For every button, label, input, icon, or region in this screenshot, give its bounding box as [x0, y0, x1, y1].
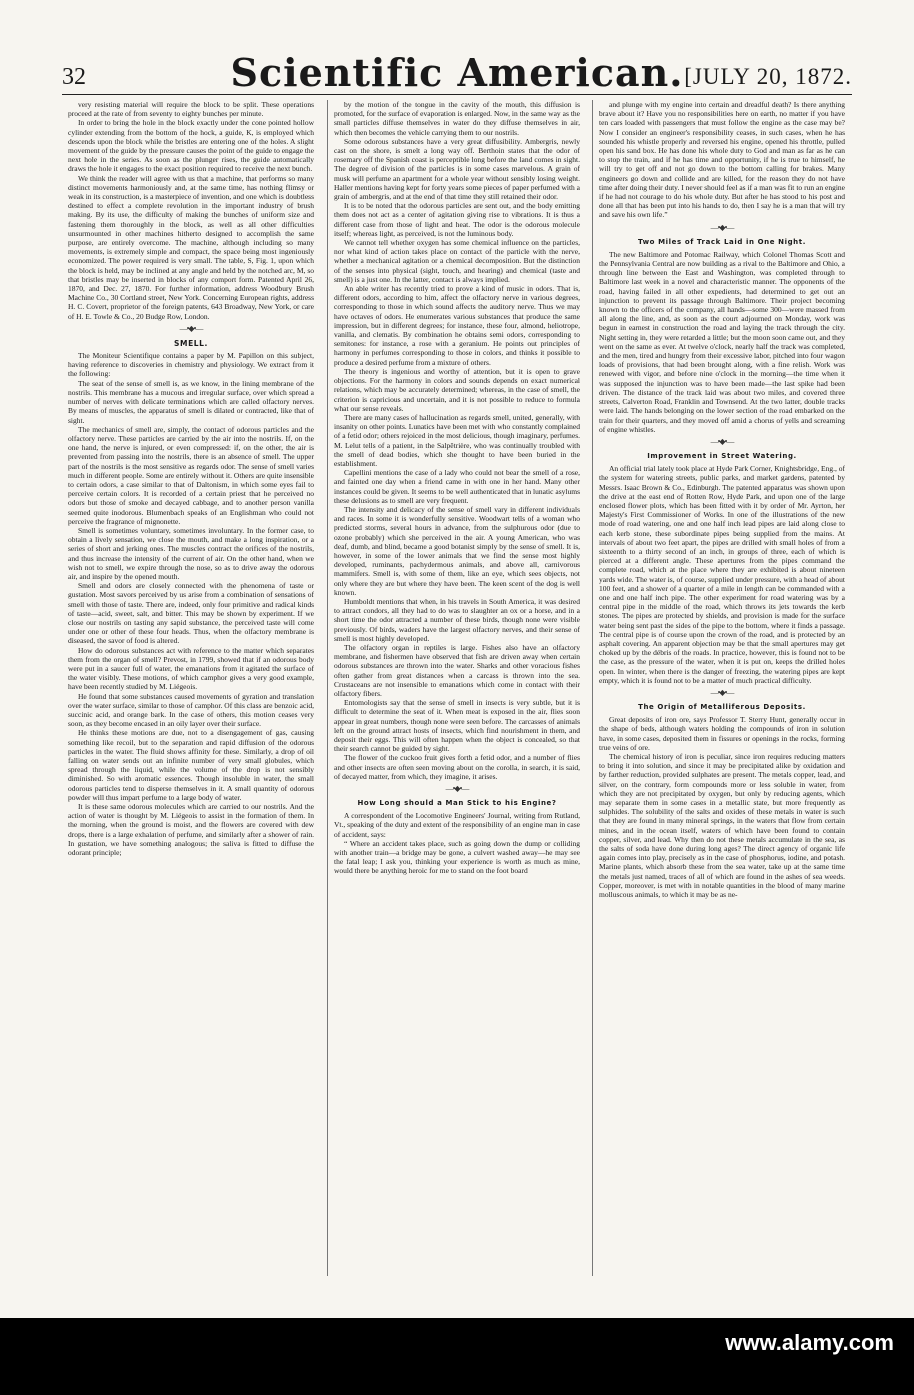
paragraph: The theory is ingenious and worthy of attention, but it is open to grave objections. For the harmony in colors and sounds depends on exact numerical relations, which may be accurately determined; whereas, in the case of smell, the criterion is capricious and uncertain, and it is not possible to reduce to formula what our sense reveals.: [334, 367, 580, 413]
heading-smell: SMELL.: [68, 339, 314, 348]
paragraph: Great deposits of iron ore, says Professor T. Sterry Hunt, generally occur in the shape of beds, although waters holding the compounds of iron in solution have, in some cases, deposited them in fissures or openings in the rocks, forming true veins of ore.: [599, 715, 845, 752]
paragraph: We think the reader will agree with us that a machine, that performs so many distinct movements harmoniously and, at the same time, has nothing flimsy or weak in its construction, is a masterpiece of invention, and one which is doubtless destined to effect a complete revolution in the important industry of brush making. By its use, the difficulty of making the bunches of uniform size and fastening them thoroughly in the block, as well as all other difficulties unsurmounted in other machines hitherto designed to accomplish the same purpose, are entirely overcome. The machine, although including so many movements, is extremely simple and compact, the space being most ingeniously economized. The power required is very small. The table, S, Fig. 1, upon which the block is held, may be inclined at any angle and held by the notched arc, M, so that bristles may be inserted in blocks of any comport form. Patented April 26, 1870, and Dec. 27, 1870. For further information, address Woodbury Brush Machine Co., 30 Cortland street, New York. Concerning European rights, address H. C. Covert, proprietor of the foreign patents, 643 Broadway, New York, or care of H. E. Towle & Co., 20 Budge Row, London.: [68, 174, 314, 321]
paragraph: very resisting material will require the block to be split. These operations proceed at the rate of from seventy to eighty bunches per minute.: [68, 100, 314, 118]
paragraph: The seat of the sense of smell is, as we know, in the lining membrane of the nostrils. This membrane has a mucous and irregular surface, over which spread a number of nerves with delicate terminations which are called olfactory nerves. By means of muscles, the apparatus of smell is dilated or contracted, like that of sight.: [68, 379, 314, 425]
paragraph: “ Where an accident takes place, such as going down the dump or colliding with another train—a bridge may be gone, a culvert washed away—he may see the fatal leap; I ask you, thinking your experience is worth as much as mine, would there be anything heroic for me to stand on the foot board: [334, 839, 580, 876]
paragraph: The mechanics of smell are, simply, the contact of odorous particles and the olfactory nerve. These particles are carried by the air into the nostrils. If, on the one hand, the nerve is injured, or even compressed: if, on the other, the air is prevented from passing into the nostrils, there is an absence of smell. The upper part of the nostrils is the most sensitive as regards odor. The sense of smell varies much in different people. Some are entirely without it. Others are quite insensible to certain odors, a case similar to that of Daltonism, in which some eyes fail to perceive certain colors. It is recorded of a certain priest that he perceived no odors but those of smoke and decayed cabbage, and to another person vanilla seemed quite inodorous. Blumenbach speaks of an Englishman who could not perceive the fragrance of mignonette.: [68, 425, 314, 526]
page-number: 32: [62, 64, 86, 91]
paragraph: Smell is sometimes voluntary, sometimes involuntary. In the former case, to obtain a lively sensation, we close the mouth, and make a long inspiration, or a series of short and jerking ones. The muscles contract the orifices of the nostrils, and thus increase the intensity of the current of air. On the other hand, when we wish not to smell, we expire through the nose, so as to drive away the odorous air, and inspire by the opened mouth.: [68, 526, 314, 581]
paragraph: and plunge with my engine into certain and dreadful death? Is there anything brave about it? Have you no responsibilities here on earth, no matter if you have ten cars loaded with passengers that must follow the engine as the case may be? Now I consider an engineer's responsibility ceases, in such cases, when he has sounded his whistle properly and reversed his engine, opened his throttle, pulled open his sand box. He has done his whole duty to God and man as far as he can to stop the train, and if he has time and opportunity, if he is true to himself, he will try to get off and not go down to the bottom calling for brakes. Many engineers go down and collide and are killed, for the reason they do not have time after doing their duty. I never should feel as if a man was fit to run an engine if he had not courage to do his whole duty. But after he has stood to his post and done all that has been put into his hands to do, then I say he is a man that will try and save his own life.”: [599, 100, 845, 220]
paragraph: An able writer has recently tried to prove a kind of music in odors. That is, different odors, according to him, affect the olfactory nerve in various degrees, corresponding to those in which sound affects the auditory nerve. Thus we may have octaves of odors. He enumerates various substances that produce the same impression, but in different degrees; for instance, these four, almond, heliotrope, vanilla, and clematis. By combination he obtains semi odors, corresponding to semitones: for instance, a rose with a geranium. He points out principles of harmony in perfumes corresponding to those in colors, and thinks it possible to produce a desired perfume from a mixture of others.: [334, 284, 580, 367]
paragraph: In order to bring the hole in the block exactly under the cone pointed hollow cylinder extending from the bottom of the hock, a guide, K, is employed which descends upon the block while the bristles are entering one of the holes. A slight movement of the guide by the pressure causes the point of the guide to engage the next hole in the series. As soon as the plunger rises, the guide automatically draws the hole it engages to the exact position required to receive the next bunch.: [68, 118, 314, 173]
section-ornament: —•◆•—: [599, 224, 845, 232]
paragraph: He thinks these motions are due, not to a disengagement of gas, causing something like recoil, but to the separation and rapid diffusion of the odorous particles in the water. The fluid shows affinity for these. Similarly, a drop of oil falling on water sends out an infinite number of very small globules, which spread through the liquid, while the volume of the drop is not sensibly diminished. So with aromatic essences. Though insoluble in water, the small odorous particles tend to disperse themselves in it. A small quantity of odorous powder will thus impart perfume to a large body of water.: [68, 728, 314, 802]
paragraph: A correspondent of the Locomotive Engineers' Journal, writing from Rutland, Vt., speaking of the duty and extent of the responsibility of an engine man in case of accident, says:: [334, 811, 580, 839]
heading-engine: How Long should a Man Stick to his Engine?: [334, 799, 580, 808]
header-rule: [62, 94, 852, 95]
watermark-url: www.alamy.com: [725, 1330, 894, 1356]
column-divider: [327, 100, 328, 1276]
heading-metalliferous: The Origin of Metalliferous Deposits.: [599, 703, 845, 712]
paragraph: We cannot tell whether oxygen has some chemical influence on the particles, nor what kind of action takes place on contact of the particle with the nerve, whether a mechanical agitation or a chemical decomposition. But the distinction of the senses into physical (sight, touch, and hearing) and chemical (taste and smell) is a just one. In the latter, contact is always implied.: [334, 238, 580, 284]
paragraph: The flower of the cuckoo fruit gives forth a fetid odor, and a number of flies and other insects are often seen moving about on the corolla, in search, it is said, of decayed matter, from which, they imagine, it arises.: [334, 753, 580, 781]
paragraph: The Moniteur Scientifique contains a paper by M. Papillon on this subject, having reference to discoveries in chemistry and physiology. We extract from it the following:: [68, 351, 314, 379]
paragraph: The new Baltimore and Potomac Railway, which Colonel Thomas Scott and the Pennsylvania Central are now building as a rival to the Baltimore and Ohio, a through line between the East and Washington, was completed through to Baltimore last week in a novel and characteristic manner. The opponents of the road, having failed in all other expedients, had determined to get out an injunction to prevent its passage through Baltimore. Their project becoming known to the officers of the company, all hands—some 300—were massed from all along the line, and, as soon as the court adjourned on Monday, work was begun in earnest in construction the road and laying the track through the city. Night setting in, they were retarded a little; but the moon soon came out, and they went on the same as ever. At twelve o'clock, nearly half the track was completed, and the men, tired and hungry from their excessive labor, pitched into four wagon loads of provisions, that had been brought along, with a fine relish. Work was renewed with vigor, and before nine o'clock in the morning—the time when it was supposed the injunction was to have been made—the last spike had been driven. The distance of the track laid was about two miles, and covered three streets, Calverton Road, Franklin and Townsend. At the two latter, double tracks were laid. The hands belonging on the lower section of the road embarked on the train for their quarters, and they moved off amid a chorus of yells and screaming of engine whistles.: [599, 250, 845, 434]
paragraph: There are many cases of hallucination as regards smell, united, generally, with insanity on other points. Lunatics have been met with who constantly complained of a fetid odor; others rejoiced in the most delicious, though imaginary, perfumes. M. Lelut tells of a patient, in the Salpêtrière, who was continually troubled with the smell of dead bodies, which she thought to have been buried in the establishment.: [334, 413, 580, 468]
paragraph: Entomologists say that the sense of smell in insects is very subtle, but it is difficult to determine the seat of it. When meat is exposed in the air, flies soon appear in great numbers, though none were seen before. The carcasses of animals left on the ground attract hosts of insects, which find nourishment in them, and deposit their eggs. This will often happen when the object is concealed, so that their search cannot be guided by sight.: [334, 698, 580, 753]
column-3: [599, 100, 845, 1276]
paragraph: by the motion of the tongue in the cavity of the mouth, this diffusion is promoted, for the surface of evaporation is enlarged. Now, in the same way as the small particles diffuse themselves in water do they diffuse themselves in air, which then becomes the vehicle carrying them to our nostrils.: [334, 100, 580, 137]
paragraph: The olfactory organ in reptiles is large. Fishes also have an olfactory membrane, and fishermen have observed that fish are driven away when certain odorous substances are thrown into the water. Sharks and other voracious fishes often gather from great distances when a carcass is thrown into the sea. Crustaceans are not insensible to emanations which come in contact with their olfactory fibers.: [334, 643, 580, 698]
column-1: [68, 100, 314, 1276]
paragraph: How do odorous substances act with reference to the matter which separates them from the organ of smell? Prevost, in 1799, showed that if an odorous body were put in a saucer full of water, the emanations from it agitated the surface of the water visibly. These motions, of which camphor gives a very good example, have been recently studied by M. Liégeois.: [68, 646, 314, 692]
page-header: [62, 36, 852, 96]
paragraph: The chemical history of iron is peculiar, since iron requires reducing matters to bring it into solution, and since it may be precipitated alike by oxidation and by farther reduction, provided sulphates are present. The metals copper, lead, and silver, on the contrary, form compounds more or less soluble in water, from which they are not precipitated by oxygen, but only by reducing agents, which may separate them in some cases in a metallic state, but more frequently as sulphides. The solubility of the salts and oxides of these metals in water is such that they are found in many mineral springs, in the waters that flow from certain mines, and in the ocean itself, waters of which have been found to contain copper, silver, and lead. Why then do not these metals accumulate in the sea, as the salts of soda have done during long ages? The direct agency of organic life again comes into play, precisely as in the case of phosphorus, iodine, and potash. Marine plants, which absorb these from the sea water, take up at the same time the metals just named, traces of all of which are found in the ashes of sea weeds. Copper, moreover, is met with in notable quantities in the blood of many marine molluscous animals, to which it may be as ne-: [599, 752, 845, 899]
paragraph: Some odorous substances have a very great diffusibility. Ambergris, newly cast on the shore, is smelt a long way off. Berthoin states that the odor of rosemary off the Spanish coast is perceptible long before the land comes in sight. The degree of division of the particles is in some cases marvelous. A grain of musk will perfume an apartment for a whole year without sensibly losing weight. Haller mentions having kept for forty years some pieces of paper perfumed with a grain of ambergris, and at the end of that time they still retained their odor.: [334, 137, 580, 201]
paragraph: It is to be noted that the odorous particles are sent out, and the body emitting them does not act as a center of agitation giving rise to vibrations. It is thus a different case from those of light and heat. The odor is the odorous molecule itself; whereas light, as perceived, is not the luminous body.: [334, 201, 580, 238]
heading-street-watering: Improvement in Street Watering.: [599, 452, 845, 461]
section-ornament: —•◆•—: [599, 689, 845, 697]
section-ornament: —•◆•—: [334, 785, 580, 793]
paragraph: The intensity and delicacy of the sense of smell vary in different individuals and races. In some it is wonderfully sensitive. Woodwart tells of a woman who predicted storms, several hours in advance, from the sulphurous odor (due to ozone probably) which she perceived in the air. A young American, who was deaf, dumb, and blind, became a good botanist simply by the sense of smell. It is, however, in some of the lower animals that we find the sense most highly developed, ruminants, pachydermous animals, and above all, carnivorous mammifers. Smell is, with some of them, like an eye, which sees objects, not only where they are but where they have been. The keen scent of the dog is well known.: [334, 505, 580, 597]
paragraph: It is these same odorous molecules which are carried to our nostrils. And the action of water is thought by M. Liégeois to assist in the formation of them. In the morning, when the ground is moist, and the flowers are covered with dew drops, there is a large exhalation of perfume, and similarly after a shower of rain. In gustation, we have something analogous; the saliva is fitted to diffuse the odorant principle;: [68, 802, 314, 857]
section-ornament: —•◆•—: [599, 438, 845, 446]
column-divider: [592, 100, 593, 1276]
paragraph: Capellini mentions the case of a lady who could not bear the smell of a rose, and fainted one day when a friend came in with one in her hand. Many other instances could be given. It seems to be well authenticated that in lunatic asylums these delusions as to smell are very frequent.: [334, 468, 580, 505]
masthead: Scientific American.: [62, 50, 852, 95]
column-2: [334, 100, 580, 1276]
section-ornament: —•◆•—: [68, 325, 314, 333]
paragraph: Humboldt mentions that when, in his travels in South America, it was desired to attract condors, all they had to do was to slaughter an ox or a horse, and in a short time the odor attracted a number of these birds, though none were visible previously. Of birds, waders have the largest olfactory nerves, and their sense of smell is most highly developed.: [334, 597, 580, 643]
paragraph: An official trial lately took place at Hyde Park Corner, Knightsbridge, Eng., of the system for watering streets, public parks, and market gardens, patented by Messrs. Isaac Brown & Co., Edinburgh. The patented apparatus was shown upon the drive at the east end of Rotten Row, Hyde Park, and upon one of the large enclosed flower plots, which has been fitted with it by order of Mr. Ayrton, her Majesty's First Commissioner of Works. In one of the illustrations of the new mode of road watering, one and one half inch lead pipes are laid along close to each kerb stone, these subordinate pipes being supplied from the mains. At intervals of about two feet apart, the pipes are drilled with small holes of from a sixteenth to a thirty second of an inch, in groups of three, each of which is pierced at a different angle. These apertures from the pipes command the complete road, which at the place where they are exhibited is about nineteen yards wide. The water is, of course, supplied under pressure, with a head of about 100 feet, and a shower of a quarter of a mile in length can be commanded with a one and one half inch pipe. The other experiment for road watering was by a central pipe in the middle of the road, which throws its jets towards the kerb stones. The pipes are protected by shields, and provision is made for the surface water being sent past the sides of the pipe to the bottom, where it finds a passage. The central pipe is of course upon the crown of the road, and is protected by an asphalt covering. An apparent objection may be that the small apertures may get choked up by the débris of the roads. In practice, however, this is found not to be the case, as the pressure of the water, when it is put on, keeps the drilled holes open. In winter, when there is the danger of freezing, the watering pipes are kept empty, which it is found not to be a matter of much practical difficulty.: [599, 464, 845, 685]
paragraph: He found that some substances caused movements of gyration and translation over the water surface, similar to those of camphor. Of this class are benzoic acid, succinic acid, and orange bark. In the case of others, this motion ceases very soon, as they become encased in an oily layer over their surface.: [68, 692, 314, 729]
paragraph: Smell and odors are closely connected with the phenomena of taste or gustation. Most savors perceived by us arise from a combination of sensations of smell with those of taste. There are, indeed, only four primitive and radical kinds of taste—acid, sweet, salt, and bitter. This may be shown by experiment. If we close our nostrils on tasting any sapid substance, the perceived taste will come under one or other of these four heads. Thus, when the olfactory membrane is diseased, the savor of food is altered.: [68, 581, 314, 645]
heading-track: Two Miles of Track Laid in One Night.: [599, 238, 845, 247]
issue-date: [JULY 20, 1872.: [684, 64, 852, 90]
